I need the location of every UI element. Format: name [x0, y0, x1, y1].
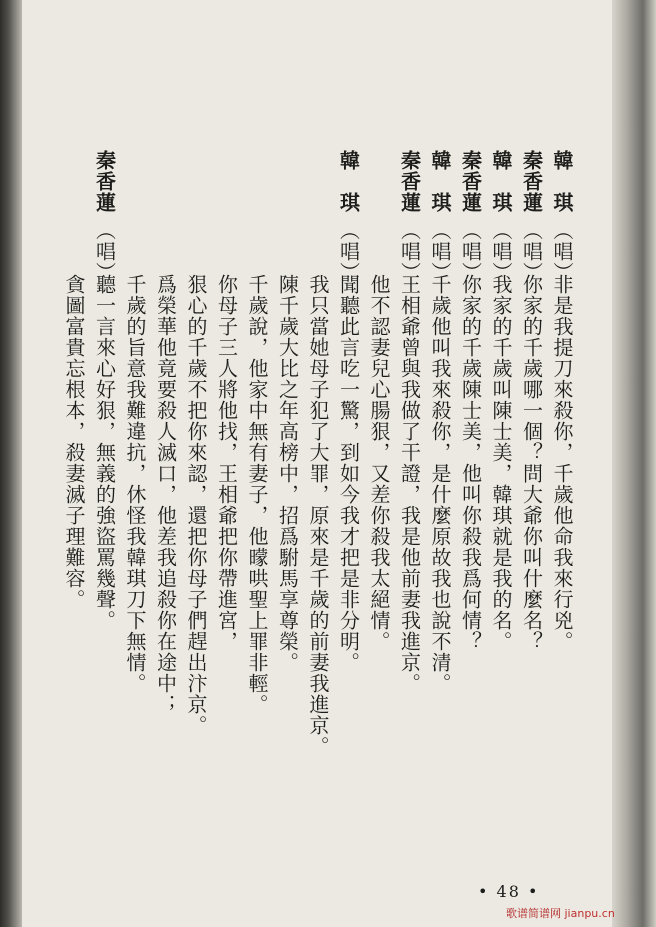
sing-marker: （唱）	[519, 220, 544, 283]
sing-marker: （唱）	[489, 220, 513, 283]
lyric-line: 你家的千歲陳士美，他叫你殺我爲何情？	[458, 274, 483, 652]
sing-marker: （唱）	[336, 220, 361, 283]
page-fold-shadow	[612, 0, 656, 927]
watermark-site: 歌谱简谱网	[506, 907, 561, 920]
lyric-line: 非是我提刀來殺你，千歲他命我來行兇。	[550, 274, 574, 652]
watermark-url: jianpu.cn	[564, 907, 615, 920]
speaker-name: 秦香蓮	[92, 150, 117, 213]
lyric-line: 貪圖富貴忘根本，殺妻滅子理難容。	[62, 274, 86, 610]
text-column	[182, 150, 210, 736]
lyric-line: 他不認妻兒心腸狠，又差你殺我太絕情。	[367, 274, 391, 652]
text-column	[518, 150, 546, 652]
watermark	[506, 905, 615, 921]
text-column	[335, 150, 363, 673]
text-column	[396, 150, 424, 694]
speaker-name: 韓 琪	[336, 150, 361, 213]
lyric-line: 千歲他叫我來殺你，是什麼原故我也說不清。	[428, 274, 452, 694]
text-column	[213, 150, 241, 652]
page-left-edge-shadow	[0, 0, 22, 927]
text-column	[274, 150, 302, 673]
text-column	[548, 150, 576, 652]
text-column	[60, 150, 88, 610]
text-column	[457, 150, 485, 652]
speaker-name: 秦香蓮	[519, 150, 544, 213]
text-column	[152, 150, 180, 715]
speaker-name: 秦香蓮	[397, 150, 422, 213]
text-column	[487, 150, 515, 652]
lyric-line: 我家的千歲叫陳士美，韓琪就是我的名。	[489, 274, 513, 652]
text-column	[121, 150, 149, 694]
speaker-name: 韓 琪	[550, 150, 574, 213]
speaker-name: 韓 琪	[428, 150, 452, 213]
lyric-line: 你母子三人將他找，王相爺把你帶進宮，	[214, 274, 239, 652]
text-column	[365, 150, 393, 652]
lyric-line: 千歲說，他家中無有妻子，他曚哄聖上罪非輕。	[245, 274, 269, 715]
speaker-name: 韓 琪	[489, 150, 513, 213]
sing-marker: （唱）	[550, 220, 574, 283]
text-column	[243, 150, 271, 715]
lyric-line: 陳千歲大比之年高榜中，招爲駙馬享尊榮。	[275, 274, 300, 673]
lyric-line: 聽一言來心好狠，無義的強盜罵幾聲。	[92, 274, 117, 631]
sing-marker: （唱）	[397, 220, 422, 283]
sing-marker: （唱）	[458, 220, 483, 283]
lyric-line: 你家的千歲哪一個？問大爺你叫什麼名？	[519, 274, 544, 652]
text-column	[91, 150, 119, 631]
sing-marker: （唱）	[92, 220, 117, 283]
lyric-line: 聞聽此言吃一驚，到如今我才把是非分明。	[336, 274, 361, 673]
lyric-line: 千歲的旨意我難違抗，休怪我韓琪刀下無情。	[123, 274, 147, 694]
page-number: • 48 •	[478, 882, 540, 901]
lyric-line: 王相爺曾與我做了干證，我是他前妻我進京。	[397, 274, 422, 694]
speaker-name: 秦香蓮	[458, 150, 483, 213]
lyric-line: 爲榮華他竟要殺人滅口，他差我追殺你在途中；	[153, 274, 178, 715]
lyric-line: 狠心的千歲不把你來認，還把你母子們趕出汴京。	[184, 274, 208, 736]
text-column	[304, 150, 332, 757]
lyric-line: 我只當她母子犯了大罪，原來是千歲的前妻我進京。	[306, 274, 330, 757]
sing-marker: （唱）	[428, 220, 452, 283]
text-column	[426, 150, 454, 694]
